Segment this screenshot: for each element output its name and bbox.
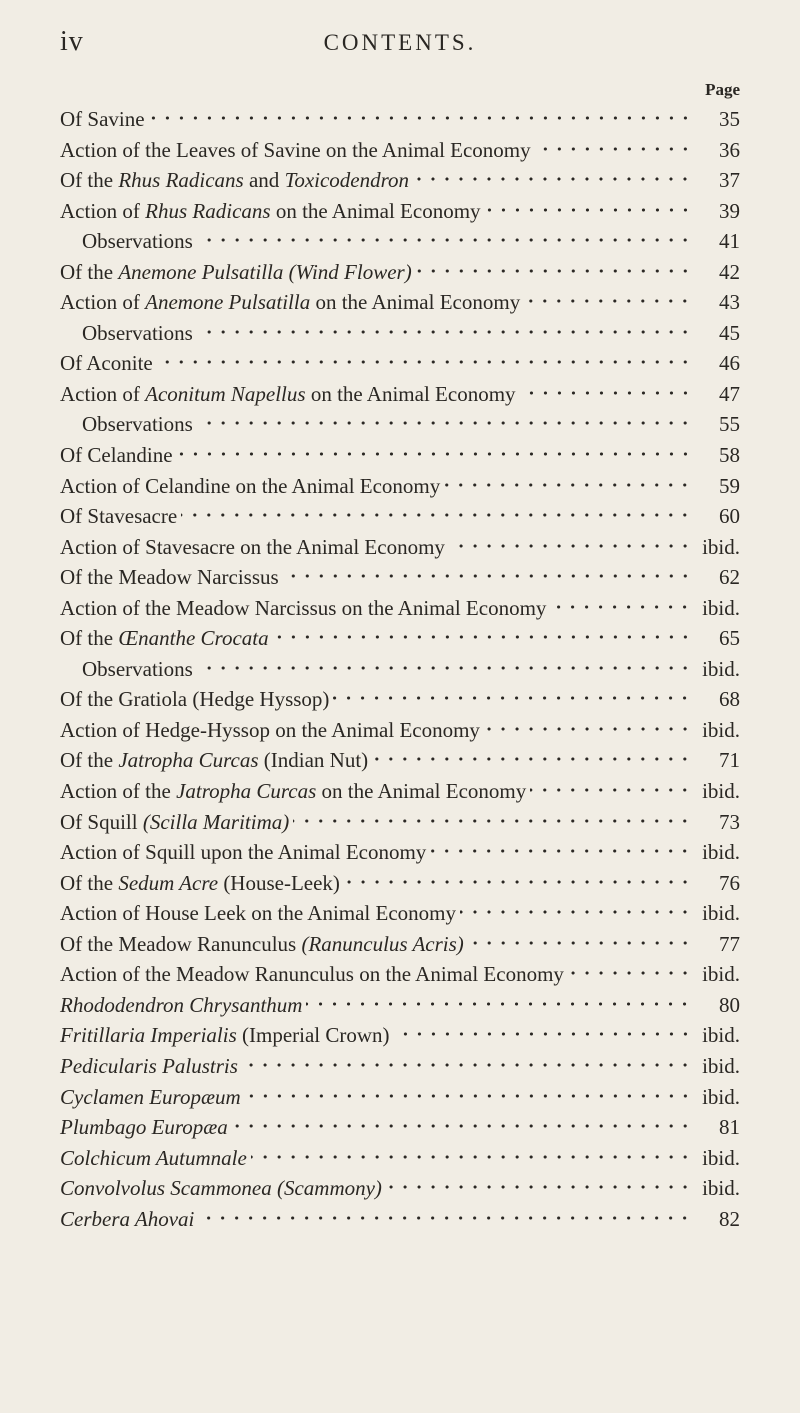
toc-entry-title: [60, 196, 481, 227]
toc-page-number: 45: [719, 320, 740, 345]
dot-leader: [372, 753, 692, 767]
toc-entry: [60, 684, 740, 715]
dot-leader: [149, 112, 692, 126]
toc-title-italic-part: Jatropha Curcas: [118, 748, 259, 773]
toc-entry: [60, 776, 740, 807]
toc-entry: [60, 409, 740, 440]
dot-leader: [283, 570, 692, 584]
toc-entry: [60, 379, 740, 410]
toc-entry: [60, 929, 740, 960]
toc-page-number: 73: [719, 809, 740, 834]
toc-title-part: Action of Stavesacre on the Animal Economy: [60, 534, 445, 559]
toc-title-part: Of the: [60, 626, 119, 651]
toc-page-number: ibid.: [702, 962, 740, 987]
toc-title-part: Of the: [60, 168, 119, 193]
toc-entry: [60, 807, 740, 838]
toc-entry: [60, 1051, 740, 1082]
toc-title-part: Action of Hedge-Hyssop on the Animal Economy: [60, 717, 480, 742]
toc-entry-title: [60, 715, 480, 746]
toc-page-number: 65: [719, 626, 740, 651]
toc-entry: [60, 868, 740, 899]
toc-title-italic-part: Jatropha Curcas: [176, 779, 317, 804]
toc-entry-title: [60, 807, 289, 838]
toc-entry: [60, 135, 740, 166]
toc-entry-title: [60, 1204, 194, 1235]
toc-page-number: 41: [719, 229, 740, 254]
toc-entry-title: [60, 135, 531, 166]
toc-page-number: ibid.: [702, 1176, 740, 1201]
toc-title-part: Of the: [60, 259, 119, 284]
toc-title-part: and: [243, 168, 285, 193]
toc-title-part: Action of Celandine on the Animal Economy: [60, 473, 441, 498]
dot-leader: [197, 662, 692, 676]
toc-entry: [60, 501, 740, 532]
page-column-label: Page: [705, 80, 740, 99]
toc-entry-title: [60, 776, 526, 807]
toc-entry: [60, 898, 740, 929]
toc-entry-title: [60, 623, 269, 654]
toc-page-number: 77: [719, 931, 740, 956]
toc-title-part: Of Celandine: [60, 443, 173, 468]
toc-title-italic-part: Aconitum Napellus: [145, 381, 306, 406]
dot-leader: [197, 417, 692, 431]
toc-entry: [60, 1204, 740, 1235]
toc-page-number: ibid.: [702, 840, 740, 865]
toc-page-number: 47: [719, 381, 740, 406]
toc-title-part: Observations: [82, 412, 193, 437]
toc-title-part: Action of: [60, 290, 146, 315]
toc-entry: [60, 287, 740, 318]
toc-title-italic-part: Toxicodendron: [284, 168, 410, 193]
toc-entry: [60, 990, 740, 1021]
toc-title-italic-part: Rhus Radicans: [145, 198, 271, 223]
dot-leader: [293, 815, 692, 829]
toc-title-part: Observations: [82, 229, 193, 254]
toc-entry: [60, 348, 740, 379]
toc-title-part: on the Animal Economy: [305, 381, 516, 406]
dot-leader: [306, 998, 692, 1012]
toc-entry: [60, 715, 740, 746]
toc-title-italic-part: (Ranunculus Acris): [301, 931, 464, 956]
toc-entry: [60, 318, 740, 349]
toc-entry: [60, 562, 740, 593]
toc-entry: [60, 104, 740, 135]
toc-entry-title: [60, 929, 464, 960]
toc-entry: [60, 837, 740, 868]
toc-title-part: Action of Squill upon the Animal Economy: [60, 840, 427, 865]
toc-title-part: Of Aconite: [60, 351, 153, 376]
dot-leader: [251, 1151, 692, 1165]
dot-leader: [177, 448, 692, 462]
toc-entry-title: [60, 1112, 228, 1143]
toc-entry: [60, 1082, 740, 1113]
toc-page-number: 82: [719, 1206, 740, 1231]
toc-entry: [60, 959, 740, 990]
dot-leader: [535, 143, 692, 157]
toc-page-number: ibid.: [702, 779, 740, 804]
toc-page-number: ibid.: [702, 534, 740, 559]
toc-page-number: 35: [719, 107, 740, 131]
toc-entry: [60, 165, 740, 196]
toc-title-part: Action of the: [60, 779, 177, 804]
toc-entry-title: [60, 348, 153, 379]
dot-leader: [242, 1059, 692, 1073]
toc-entry-title: [82, 318, 193, 349]
toc-title-part: on the Animal Economy: [316, 779, 527, 804]
toc-title-part: Of the: [60, 748, 119, 773]
toc-entry-title: [60, 1020, 390, 1051]
dot-leader: [344, 876, 692, 890]
toc-page-number: 68: [719, 687, 740, 712]
toc-entry: [60, 593, 740, 624]
toc-title-italic-part: Cerbera Ahovai: [60, 1206, 195, 1231]
toc-title-italic-part: Fritillaria Imperialis: [60, 1023, 237, 1048]
toc-entry: [60, 1143, 740, 1174]
toc-entry-title: [60, 165, 409, 196]
toc-entry-title: [60, 745, 368, 776]
toc-entry-title: [60, 471, 440, 502]
dot-leader: [273, 631, 692, 645]
toc-page-number: 80: [719, 992, 740, 1017]
toc-entry: [60, 471, 740, 502]
toc-title-part: Of the Meadow Ranunculus: [60, 931, 302, 956]
toc-title-part: on the Animal Economy: [270, 198, 481, 223]
dot-leader: [197, 326, 692, 340]
toc-title-italic-part: (Scilla Maritima): [142, 809, 290, 834]
toc-entry-title: [82, 409, 193, 440]
toc-title-italic-part: Convolvolus Scammonea (Scammony): [60, 1176, 382, 1201]
toc-title-part: Of Squill: [60, 809, 143, 834]
toc-entry-title: [60, 501, 177, 532]
toc-page-number: 62: [719, 565, 740, 590]
running-title: CONTENTS.: [323, 30, 477, 55]
toc-entry-title: [60, 593, 546, 624]
toc-title-part: (House-Leek): [218, 870, 340, 895]
toc-title-part: Action of the Leaves of Savine on the Animal Economy: [60, 137, 531, 162]
toc-title-italic-part: Rhus Radicans: [118, 168, 244, 193]
toc-title-part: (Indian Nut): [258, 748, 369, 773]
toc-page-number: ibid.: [702, 656, 740, 681]
toc-entry-title: [60, 868, 340, 899]
toc-page-number: ibid.: [702, 1023, 740, 1048]
toc-title-part: Observations: [82, 320, 193, 345]
dot-leader: [520, 387, 692, 401]
toc-title-italic-part: Plumbago Europæa: [60, 1115, 228, 1140]
dot-leader: [485, 204, 692, 218]
toc-entry: [60, 1173, 740, 1204]
toc-entry: [60, 226, 740, 257]
dot-leader: [524, 295, 692, 309]
toc-title-part: Of the Meadow Narcissus: [60, 565, 279, 590]
toc-page-number: 81: [719, 1115, 740, 1140]
toc-page-number: 58: [719, 443, 740, 468]
toc-page-number: ibid.: [702, 717, 740, 742]
toc-page-number: 39: [719, 198, 740, 223]
toc-entry-title: [60, 104, 145, 135]
toc-entry-title: [60, 562, 279, 593]
dot-leader: [568, 967, 692, 981]
dot-leader: [449, 540, 692, 554]
page-header: [0, 22, 800, 62]
dot-leader: [333, 692, 692, 706]
dot-leader: [550, 601, 692, 615]
toc-entry: [60, 745, 740, 776]
toc-title-italic-part: Rhododendron Chrysanthum: [60, 992, 303, 1017]
contents-list: [60, 104, 740, 1234]
dot-leader: [413, 173, 692, 187]
toc-page-number: 55: [719, 412, 740, 437]
toc-title-italic-part: Œnanthe Crocata: [118, 626, 269, 651]
toc-page-number: 42: [719, 259, 740, 284]
toc-entry-title: [60, 1051, 238, 1082]
dot-leader: [430, 845, 692, 859]
toc-page-number: ibid.: [702, 1084, 740, 1109]
toc-title-part: Action of: [60, 381, 146, 406]
toc-title-part: Of Savine: [60, 107, 145, 131]
dot-leader: [484, 723, 692, 737]
toc-title-italic-part: Anemone Pulsatilla: [145, 290, 311, 315]
toc-page-number: 76: [719, 870, 740, 895]
toc-entry-title: [60, 257, 412, 288]
toc-page-number: 59: [719, 473, 740, 498]
dot-leader: [245, 1090, 692, 1104]
toc-entry: [60, 532, 740, 563]
toc-page-number: ibid.: [702, 1145, 740, 1170]
toc-entry: [60, 196, 740, 227]
toc-title-part: Observations: [82, 656, 193, 681]
toc-title-part: (Imperial Crown): [236, 1023, 390, 1048]
toc-title-part: on the Animal Economy: [310, 290, 521, 315]
toc-entry-title: [60, 898, 456, 929]
dot-leader: [197, 234, 692, 248]
toc-entry: [60, 440, 740, 471]
toc-entry-title: [60, 1082, 241, 1113]
toc-title-part: Action of: [60, 198, 146, 223]
toc-page-number: ibid.: [702, 1053, 740, 1078]
toc-title-part: Of Stavesacre: [60, 504, 178, 529]
toc-entry: [60, 654, 740, 685]
toc-entry-title: [60, 1143, 247, 1174]
dot-leader: [394, 1028, 692, 1042]
toc-entry-title: [60, 287, 520, 318]
toc-entry-title: [82, 226, 193, 257]
toc-entry-title: [60, 684, 329, 715]
toc-title-italic-part: Sedum Acre: [118, 870, 219, 895]
toc-page-number: 36: [719, 137, 740, 162]
toc-entry-title: [60, 532, 445, 563]
toc-entry-title: [60, 440, 173, 471]
toc-entry-title: [60, 837, 426, 868]
toc-page-number: ibid.: [702, 901, 740, 926]
toc-entry: [60, 1112, 740, 1143]
toc-title-part: Action of the Meadow Ranunculus on the Animal Economy: [60, 962, 564, 987]
toc-entry-title: [60, 379, 516, 410]
toc-title-part: Of the Gratiola (Hedge Hyssop): [60, 687, 330, 712]
toc-title-italic-part: Colchicum Autumnale: [60, 1145, 247, 1170]
dot-leader: [198, 1212, 692, 1226]
dot-leader: [468, 937, 692, 951]
dot-leader: [444, 479, 692, 493]
toc-entry: [60, 623, 740, 654]
toc-title-part: Action of House Leek on the Animal Economy: [60, 901, 456, 926]
toc-page-number: 37: [719, 168, 740, 193]
toc-title-part: Of the: [60, 870, 119, 895]
toc-entry: [60, 257, 740, 288]
toc-page-number: ibid.: [702, 595, 740, 620]
dot-leader: [232, 1120, 692, 1134]
toc-page-number: 71: [719, 748, 740, 773]
dot-leader: [530, 784, 692, 798]
dot-leader: [386, 1181, 692, 1195]
dot-leader: [416, 265, 692, 279]
dot-leader: [460, 906, 692, 920]
dot-leader: [157, 356, 692, 370]
dot-leader: [181, 509, 692, 523]
toc-page-number: 60: [719, 504, 740, 529]
toc-entry-title: [60, 959, 564, 990]
toc-entry: [60, 1020, 740, 1051]
toc-title-italic-part: Cyclamen Europæum: [60, 1084, 241, 1109]
page-folio: iv: [60, 26, 84, 57]
toc-entry-title: [60, 990, 302, 1021]
toc-title-italic-part: Anemone Pulsatilla (Wind Flower): [118, 259, 412, 284]
toc-page-number: 43: [719, 290, 740, 315]
toc-title-italic-part: Pedicularis Palustris: [60, 1053, 238, 1078]
toc-page-number: 46: [719, 351, 740, 376]
toc-entry-title: [60, 1173, 382, 1204]
toc-title-part: Action of the Meadow Narcissus on the Animal Economy: [60, 595, 547, 620]
toc-entry-title: [82, 654, 193, 685]
